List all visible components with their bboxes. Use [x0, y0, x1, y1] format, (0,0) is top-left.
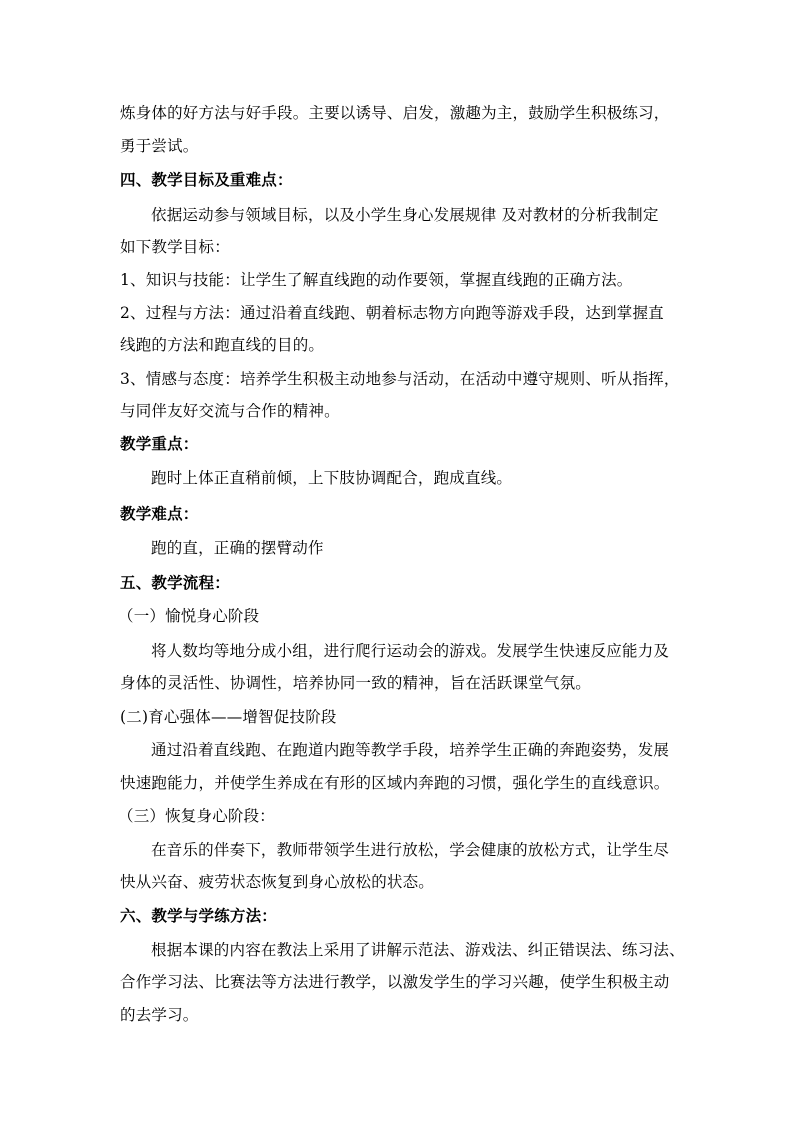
- stage-2-line-2: 快速跑能力，并使学生养成在有形的区域内奔跑的习惯，强化学生的直线意识。: [120, 774, 670, 792]
- difficulty-text: 跑的直，正确的摆臂动作: [151, 539, 324, 557]
- key-points-text: 跑时上体正直稍前倾，上下肢协调配合，跑成直线。: [151, 469, 513, 487]
- key-points-heading: 教学重点：: [120, 434, 199, 453]
- section-4-paragraph-line-1: 依据运动参与领域目标，以及小学生身心发展规律 及对教材的分析我制定: [151, 206, 659, 224]
- section-6-heading: 六、教学与学练方法：: [120, 906, 278, 925]
- stage-2-title: (二)育心强体——增智促技阶段: [120, 708, 337, 726]
- goal-3-line-2: 与同伴友好交流与合作的精神。: [120, 402, 340, 420]
- stage-1-line-1: 将人数均等地分成小组，进行爬行运动会的游戏。发展学生快速反应能力及: [151, 642, 670, 660]
- section-6-line-2: 合作学习法、比赛法等方法进行教学，以激发学生的学习兴趣，使学生积极主动: [120, 973, 670, 991]
- section-6-line-1: 根据本课的内容在教法上采用了讲解示范法、游戏法、纠正错误法、练习法、: [151, 941, 685, 959]
- intro-line-2: 勇于尝试。: [120, 137, 199, 155]
- stage-1-title: （一）愉悦身心阶段: [118, 607, 260, 625]
- goal-1-line-1: 1、知识与技能：让学生了解直线跑的动作要领，掌握直线跑的正确方法。: [120, 271, 633, 289]
- intro-line-1: 炼身体的好方法与好手段。主要以诱导、启发，激趣为主，鼓励学生积极练习，: [120, 104, 670, 122]
- goal-2-line-1: 2、过程与方法：通过沿着直线跑、朝着标志物方向跑等游戏手段，达到掌握直: [120, 304, 664, 322]
- goal-3-line-1: 3、情感与态度：培养学生积极主动地参与活动，在活动中遵守规则、听从指挥，: [120, 370, 680, 388]
- section-4-heading: 四、教学目标及重难点：: [120, 170, 293, 189]
- stage-1-line-2: 身体的灵活性、协调性，培养协同一致的精神，旨在活跃课堂气氛。: [120, 674, 592, 692]
- stage-3-line-1: 在音乐的伴奏下，教师带领学生进行放松，学会健康的放松方式，让学生尽: [151, 841, 670, 859]
- goal-2-line-2: 线跑的方法和跑直线的目的。: [120, 336, 325, 354]
- section-4-paragraph-line-2: 如下教学目标：: [120, 238, 230, 256]
- stage-2-line-1: 通过沿着直线跑、在跑道内跑等教学手段，培养学生正确的奔跑姿势，发展: [151, 741, 670, 759]
- stage-3-title: （三）恢复身心阶段：: [118, 807, 276, 825]
- section-6-line-3: 的去学习。: [120, 1006, 199, 1024]
- section-5-heading: 五、教学流程：: [120, 573, 230, 592]
- stage-3-line-2: 快从兴奋、疲劳状态恢复到身心放松的状态。: [120, 873, 435, 891]
- difficulty-heading: 教学难点：: [120, 504, 199, 523]
